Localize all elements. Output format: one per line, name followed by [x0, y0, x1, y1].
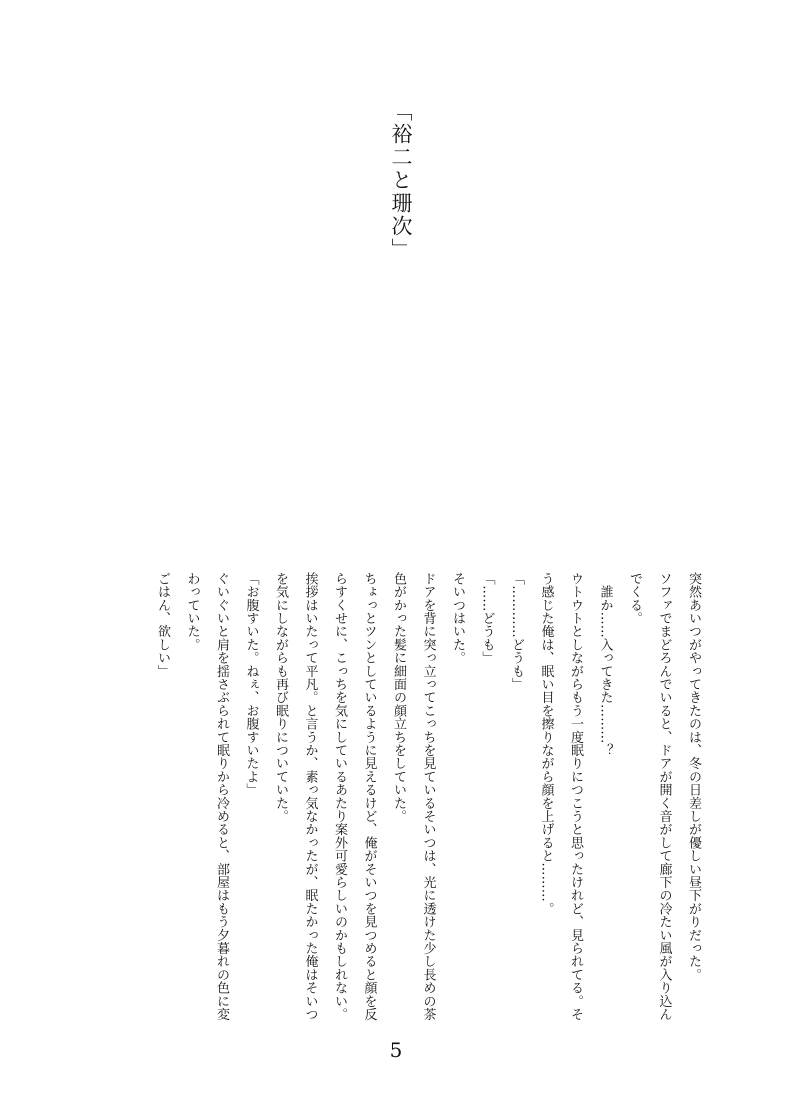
paragraph: ドアを背に突っ立ってこっちを見ているそいつは、光に透けた少し長めの茶色がかった髪に細面の顔立ちをしていた。 — [391, 572, 436, 1021]
paragraph: ウトウトとしながらもう一度眠りにつこうと思ったけれど、見られてる。そう感じた俺は、眠い目を擦りながら顔を上げると………。 — [538, 572, 583, 1021]
paragraph: 挨拶はいたって平凡。と言うか、素っ気なかったが、眠たかった俺はそいつを気にしながらも再び眠りについていた。 — [273, 572, 318, 1021]
paragraph: ごはん、欲しい」 — [155, 572, 170, 678]
paragraph: 誰か……入ってきた………？ — [597, 572, 613, 757]
chapter-title: 「裕二と珊次」 — [389, 100, 413, 261]
paragraph: ソファでまどろんでいると、ドアが開く音がして廊下の冷たい風が入り込んでくる。 — [627, 572, 672, 1021]
paragraph: 「…………どうも」 — [509, 572, 524, 691]
paragraph: 「お腹すいた。ねぇ、お腹すいたよ」 — [243, 572, 259, 797]
paragraph: ぐいぐいと肩を揺さぶられて眠りから冷めると、部屋はもう夕暮れの色に変わっていた。 — [184, 572, 229, 1021]
paragraph: ちょっとツンとしているように見えるけど、俺がそいつを見つめると顔を反らすくせに、こっちを気にしているあたり案外可愛らしいのかもしれない。 — [332, 572, 377, 1021]
paragraph: 「……どうも」 — [479, 572, 495, 665]
body-text — [108, 572, 708, 1022]
paragraph: そいつはいた。 — [450, 572, 465, 665]
page-number: 5 — [389, 1038, 403, 1062]
paragraph: 突然あいつがやってきたのは、冬の日差しが優しい昼下がりだった。 — [686, 572, 701, 982]
